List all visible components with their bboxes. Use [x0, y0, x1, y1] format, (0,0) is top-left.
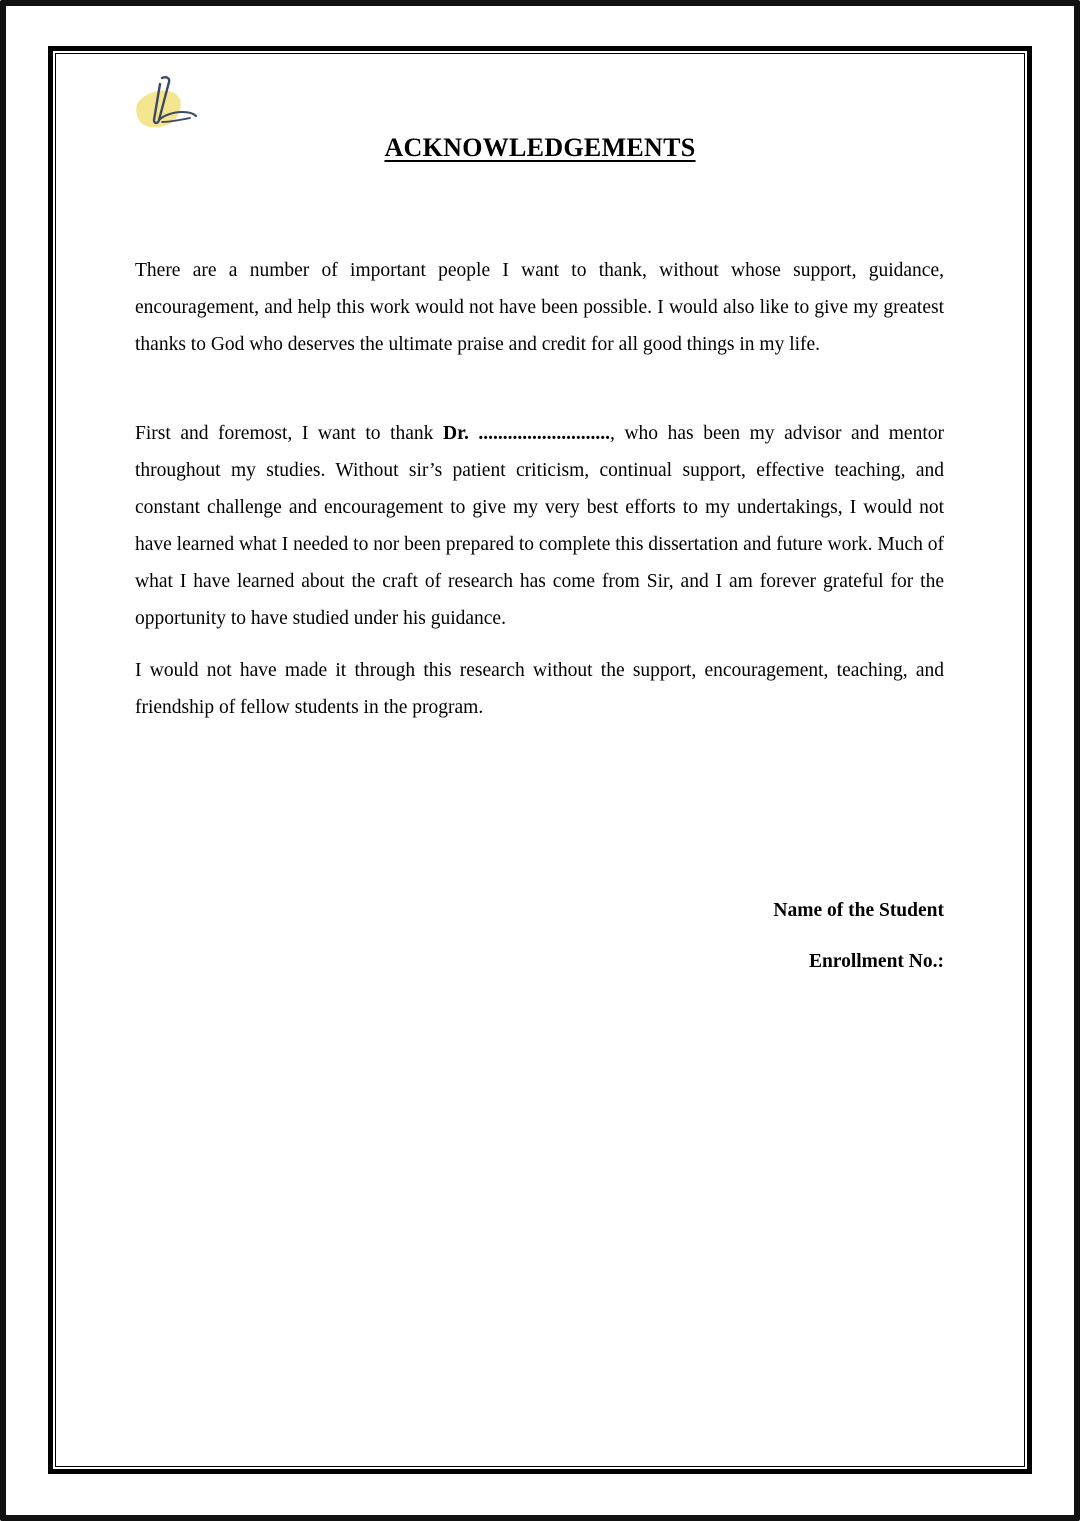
paragraph-2-text	[135, 415, 944, 637]
writing-pen-icon	[132, 72, 204, 134]
enrollment-number-label: Enrollment No.:	[808, 951, 944, 972]
advisor-name: Dr. ...........................	[443, 423, 611, 444]
paragraph-1	[135, 252, 944, 378]
paragraph-2-rest: , who has been my advisor and mentor throughout my studies. Without sir’s patient criticism, continual support, effective teaching, and constant challenge and encouragement to give my very best efforts to my undertakings, I would not have learned what I needed to nor been prepared to complete this dissertation and future work. Much of what I have learned about the craft of research has come from Sir, and I am forever grateful for the opportunity to have studied under his guidance.	[135, 423, 944, 629]
student-name-label: Name of the Student	[773, 900, 944, 921]
paragraph-2-intro: First and foremost, I want to thank	[135, 423, 443, 444]
paragraph-3	[135, 652, 944, 741]
paragraph-1-text: There are a number of important people I want to thank, without whose support, guidance, encouragement, and help this work would not have been possible. I would also like to give my greatest thanks to God who deserves the ultimate praise and credit for all good things in my life.	[135, 260, 944, 355]
page-title	[0, 133, 1080, 163]
title-text: ACKNOWLEDGEMENTS	[384, 133, 696, 162]
paragraph-3-text: I would not have made it through this research without the support, encouragement, teaching, and friendship of fellow students in the program.	[135, 660, 944, 718]
paragraph-2	[135, 415, 944, 652]
